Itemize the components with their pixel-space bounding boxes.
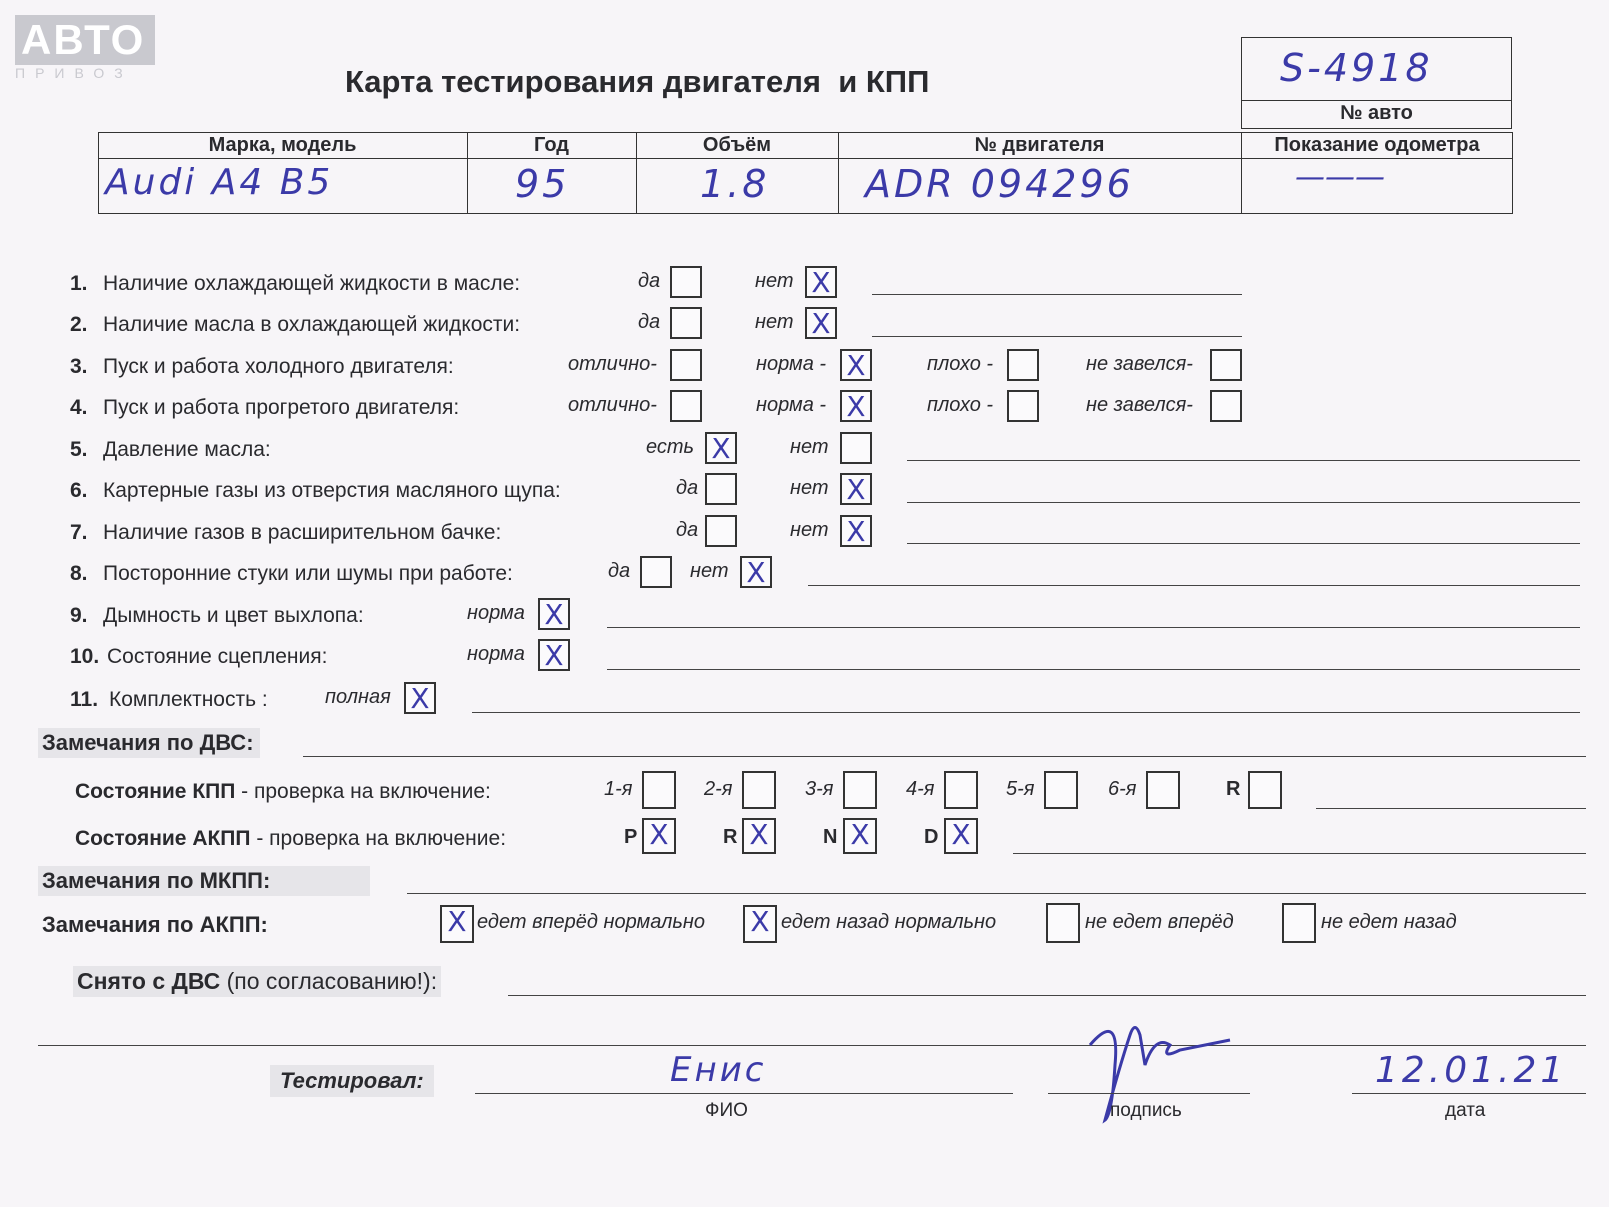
header-engine-no: № двигателя (974, 134, 1105, 156)
remarks-dvs-label: Замечания по ДВС: (38, 728, 260, 758)
header-volume: Объём (702, 134, 772, 156)
forward-ok-checkbox[interactable]: X (440, 905, 474, 943)
value-year: 95 (515, 162, 570, 206)
value-engine-no: ADR 094296 (865, 162, 1134, 206)
item-text: Состояние сцепления: (107, 645, 328, 668)
gear-r-checkbox[interactable] (1248, 771, 1282, 809)
checkbox-no[interactable]: X (840, 473, 872, 505)
checkbox-bad[interactable] (1007, 349, 1039, 381)
checkbox-yes[interactable] (670, 266, 702, 298)
header-odometer: Показание одометра (1274, 134, 1480, 156)
logo-main: АВТО (15, 15, 155, 65)
checkbox-no[interactable]: X (840, 515, 872, 547)
remarks-mkpp-line[interactable] (407, 893, 1586, 894)
akpp-label: Состояние АКПП - проверка на включение: (75, 827, 507, 850)
gear-6-checkbox[interactable] (1146, 771, 1180, 809)
test-date: 12.01.21 (1375, 1050, 1568, 1091)
checkbox-normal[interactable]: X (538, 639, 570, 671)
mode-d-checkbox[interactable]: X (944, 818, 978, 854)
backward-ok-checkbox[interactable]: X (743, 905, 777, 943)
logo-sub: ПРИВОЗ (15, 65, 133, 81)
gear-1-checkbox[interactable] (642, 771, 676, 809)
car-number-label: № авто (1340, 102, 1413, 124)
checkbox-yes[interactable] (670, 307, 702, 339)
mode-n-checkbox[interactable]: X (843, 818, 877, 854)
gear-4-checkbox[interactable] (944, 771, 978, 809)
mode-r-checkbox[interactable]: X (742, 818, 776, 854)
tester-name: Енис (670, 1050, 767, 1090)
no-forward-checkbox[interactable] (1046, 903, 1080, 943)
item-text: Наличие масла в охлаждающей жидкости: (103, 313, 521, 336)
remarks-akpp-label: Замечания по АКПП: (42, 912, 268, 937)
checkbox-not-started[interactable] (1210, 349, 1242, 381)
mode-p-checkbox[interactable]: X (642, 818, 676, 854)
value-model: Audi A4 B5 (105, 162, 334, 203)
checkbox-normal[interactable]: X (840, 390, 872, 422)
item-text: Посторонние стуки или шумы при работе: (103, 562, 513, 585)
item-text: Комплектность : (109, 688, 268, 711)
remarks-mkpp-label: Замечания по МКПП: (38, 866, 370, 896)
gear-2-checkbox[interactable] (742, 771, 776, 809)
checkbox-complete[interactable]: X (404, 682, 436, 714)
gear-5-checkbox[interactable] (1044, 771, 1078, 809)
removed-line[interactable] (508, 995, 1586, 996)
gear-3-checkbox[interactable] (843, 771, 877, 809)
item-text: Наличие газов в расширительном бачке: (103, 521, 502, 544)
removed-label: Снято с ДВС (по согласованию!): (73, 966, 441, 997)
date-caption: дата (1445, 1100, 1486, 1121)
item-text: Наличие охлаждающей жидкости в масле: (103, 272, 521, 295)
car-number-box (1241, 37, 1512, 129)
kpp-label: Состояние КПП - проверка на включение: (75, 780, 491, 803)
checkbox-normal[interactable]: X (538, 598, 570, 630)
car-number-value: S-4918 (1280, 46, 1433, 90)
page-title: Карта тестирования двигателя и КПП (345, 64, 930, 99)
remarks-dvs-line[interactable] (303, 756, 1586, 757)
checkbox-bad[interactable] (1007, 390, 1039, 422)
item-text: Дымность и цвет выхлопа: (103, 604, 364, 627)
header-year: Год (534, 134, 569, 156)
item-text: Пуск и работа холодного двигателя: (103, 355, 454, 378)
item-text: Пуск и работа прогретого двигателя: (103, 396, 460, 419)
logo (15, 15, 155, 81)
signature-caption: подпись (1110, 1100, 1182, 1121)
extra-line[interactable] (38, 1045, 1586, 1046)
checkbox-normal[interactable]: X (840, 349, 872, 381)
checkbox-no[interactable] (840, 432, 872, 464)
name-caption: ФИО (705, 1100, 748, 1121)
value-volume: 1.8 (700, 162, 770, 206)
checkbox-no[interactable]: X (805, 266, 837, 298)
checkbox-excellent[interactable] (670, 390, 702, 422)
value-odometer: ——— (1295, 160, 1385, 195)
checkbox-not-started[interactable] (1210, 390, 1242, 422)
checkbox-yes[interactable]: X (705, 432, 737, 464)
item-text: Давление масла: (103, 438, 271, 461)
checkbox-no[interactable]: X (740, 556, 772, 588)
checkbox-yes[interactable] (705, 515, 737, 547)
item-text: Картерные газы из отверстия масляного щупа: (103, 479, 561, 502)
tested-label: Тестировал: (270, 1065, 434, 1097)
no-backward-checkbox[interactable] (1282, 903, 1316, 943)
checkbox-no[interactable]: X (805, 307, 837, 339)
checkbox-excellent[interactable] (670, 349, 702, 381)
header-model: Марка, модель (208, 134, 357, 156)
checkbox-yes[interactable] (705, 473, 737, 505)
checkbox-yes[interactable] (640, 556, 672, 588)
